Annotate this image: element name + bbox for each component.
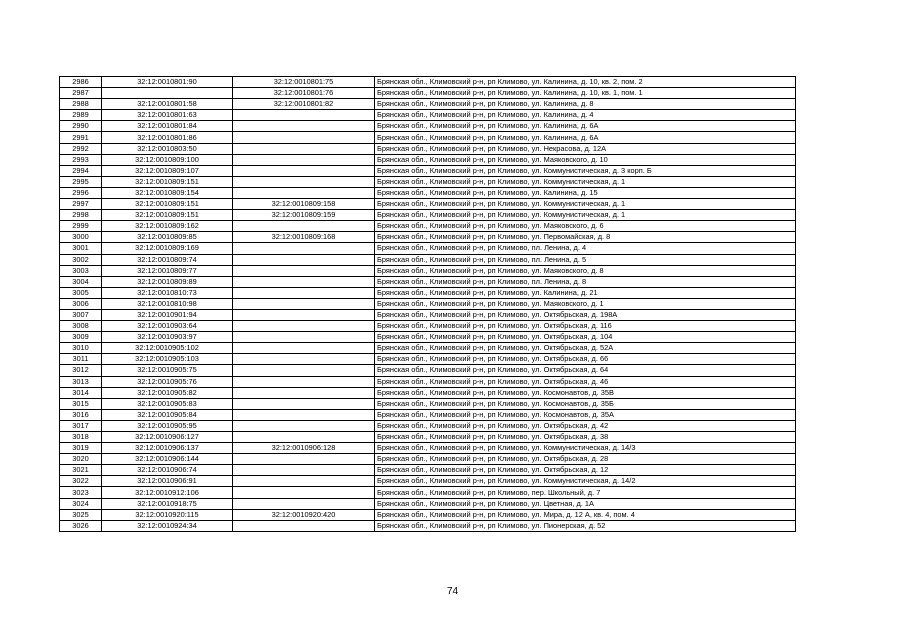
table-row <box>60 465 796 476</box>
cadastral-number-cell: 32:12:0010912:106 <box>102 487 233 498</box>
row-number-cell: 2999 <box>60 221 102 232</box>
address-cell: Брянская обл., Климовский р-н, рп Климово, ул. Маяковского, д. 6 <box>375 221 796 232</box>
table-row <box>60 187 796 198</box>
related-cadastral-number-cell <box>233 221 375 232</box>
table-row <box>60 409 796 420</box>
row-number-cell: 2991 <box>60 132 102 143</box>
cadastral-number-cell: 32:12:0010809:100 <box>102 154 233 165</box>
row-number-cell: 2987 <box>60 88 102 99</box>
row-number-cell: 2990 <box>60 121 102 132</box>
row-number-cell: 3001 <box>60 243 102 254</box>
row-number-cell: 3022 <box>60 476 102 487</box>
cadastral-number-cell: 32:12:0010906:127 <box>102 432 233 443</box>
table-row <box>60 265 796 276</box>
row-number-cell: 2986 <box>60 77 102 88</box>
related-cadastral-number-cell: 32:12:0010920:420 <box>233 509 375 520</box>
row-number-cell: 3003 <box>60 265 102 276</box>
related-cadastral-number-cell: 32:12:0010801:82 <box>233 99 375 110</box>
records-table-body <box>60 77 796 532</box>
table-row <box>60 221 796 232</box>
row-number-cell: 3011 <box>60 354 102 365</box>
related-cadastral-number-cell <box>233 332 375 343</box>
cadastral-number-cell: 32:12:0010809:154 <box>102 187 233 198</box>
cadastral-number-cell: 32:12:0010809:77 <box>102 265 233 276</box>
related-cadastral-number-cell: 32:12:0010906:128 <box>233 443 375 454</box>
address-cell: Брянская обл., Климовский р-н, рп Климово, пер. Школьный, д. 7 <box>375 487 796 498</box>
cadastral-number-cell: 32:12:0010810:98 <box>102 298 233 309</box>
related-cadastral-number-cell <box>233 420 375 431</box>
row-number-cell: 3005 <box>60 287 102 298</box>
address-cell: Брянская обл., Климовский р-н, рп Климово, ул. Коммунистическая, д. 14/3 <box>375 443 796 454</box>
cadastral-number-cell: 32:12:0010801:86 <box>102 132 233 143</box>
table-row <box>60 210 796 221</box>
address-cell: Брянская обл., Климовский р-н, рп Климово, ул. Мира, д. 12 А, кв. 4, пом. 4 <box>375 509 796 520</box>
related-cadastral-number-cell <box>233 398 375 409</box>
row-number-cell: 3016 <box>60 409 102 420</box>
row-number-cell: 2998 <box>60 210 102 221</box>
row-number-cell: 3004 <box>60 276 102 287</box>
row-number-cell: 3012 <box>60 365 102 376</box>
address-cell: Брянская обл., Климовский р-н, рп Климово, пл. Ленина, д. 4 <box>375 243 796 254</box>
address-cell: Брянская обл., Климовский р-н, рп Климово, ул. Калинина, д. 6А <box>375 121 796 132</box>
related-cadastral-number-cell <box>233 454 375 465</box>
address-cell: Брянская обл., Климовский р-н, рп Климово, ул. Маяковского, д. 10 <box>375 154 796 165</box>
address-cell: Брянская обл., Климовский р-н, рп Климово, ул. Октябрьская, д. 12 <box>375 465 796 476</box>
row-number-cell: 3024 <box>60 498 102 509</box>
cadastral-number-cell: 32:12:0010905:103 <box>102 354 233 365</box>
row-number-cell: 2996 <box>60 187 102 198</box>
table-row <box>60 121 796 132</box>
table-row <box>60 343 796 354</box>
related-cadastral-number-cell <box>233 243 375 254</box>
related-cadastral-number-cell <box>233 465 375 476</box>
cadastral-number-cell: 32:12:0010809:151 <box>102 210 233 221</box>
related-cadastral-number-cell <box>233 187 375 198</box>
table-row <box>60 487 796 498</box>
table-row <box>60 509 796 520</box>
table-row <box>60 420 796 431</box>
address-cell: Брянская обл., Климовский р-н, рп Климово, ул. Октябрьская, д. 198А <box>375 309 796 320</box>
related-cadastral-number-cell: 32:12:0010809:159 <box>233 210 375 221</box>
related-cadastral-number-cell <box>233 254 375 265</box>
address-cell: Брянская обл., Климовский р-н, рп Климово, ул. Октябрьская, д. 66 <box>375 354 796 365</box>
related-cadastral-number-cell <box>233 476 375 487</box>
address-cell: Брянская обл., Климовский р-н, рп Климово, ул. Октябрьская, д. 52А <box>375 343 796 354</box>
address-cell: Брянская обл., Климовский р-н, рп Климово, ул. Космонавтов, д. 35В <box>375 387 796 398</box>
address-cell: Брянская обл., Климовский р-н, рп Климово, ул. Калинина, д. 21 <box>375 287 796 298</box>
row-number-cell: 2995 <box>60 176 102 187</box>
cadastral-number-cell: 32:12:0010801:90 <box>102 77 233 88</box>
table-row <box>60 376 796 387</box>
related-cadastral-number-cell: 32:12:0010801:75 <box>233 77 375 88</box>
address-cell: Брянская обл., Климовский р-н, рп Климово, ул. Октябрьская, д. 28 <box>375 454 796 465</box>
table-row <box>60 143 796 154</box>
cadastral-number-cell: 32:12:0010906:144 <box>102 454 233 465</box>
cadastral-number-cell: 32:12:0010809:89 <box>102 276 233 287</box>
related-cadastral-number-cell <box>233 498 375 509</box>
related-cadastral-number-cell <box>233 365 375 376</box>
address-cell: Брянская обл., Климовский р-н, рп Климово, ул. Маяковского, д. 1 <box>375 298 796 309</box>
table-row <box>60 276 796 287</box>
cadastral-number-cell: 32:12:0010809:151 <box>102 199 233 210</box>
related-cadastral-number-cell <box>233 265 375 276</box>
table-row <box>60 88 796 99</box>
related-cadastral-number-cell <box>233 309 375 320</box>
page-number: 74 <box>446 586 459 597</box>
address-cell: Брянская обл., Климовский р-н, рп Климово, ул. Октябрьская, д. 104 <box>375 332 796 343</box>
cadastral-number-cell: 32:12:0010901:94 <box>102 309 233 320</box>
related-cadastral-number-cell <box>233 343 375 354</box>
row-number-cell: 3019 <box>60 443 102 454</box>
cadastral-number-cell: 32:12:0010905:76 <box>102 376 233 387</box>
table-row <box>60 332 796 343</box>
cadastral-number-cell: 32:12:0010803:50 <box>102 143 233 154</box>
records-table <box>59 76 796 532</box>
address-cell: Брянская обл., Климовский р-н, рп Климово, пл. Ленина, д. 5 <box>375 254 796 265</box>
table-row <box>60 443 796 454</box>
related-cadastral-number-cell <box>233 520 375 531</box>
related-cadastral-number-cell: 32:12:0010809:158 <box>233 199 375 210</box>
cadastral-number-cell: 32:12:0010809:74 <box>102 254 233 265</box>
table-row <box>60 498 796 509</box>
row-number-cell: 3018 <box>60 432 102 443</box>
cadastral-number-cell: 32:12:0010809:151 <box>102 176 233 187</box>
table-row <box>60 132 796 143</box>
table-row <box>60 110 796 121</box>
address-cell: Брянская обл., Климовский р-н, рп Климово, ул. Октябрьская, д. 46 <box>375 376 796 387</box>
row-number-cell: 3014 <box>60 387 102 398</box>
address-cell: Брянская обл., Климовский р-н, рп Климово, ул. Октябрьская, д. 116 <box>375 321 796 332</box>
cadastral-number-cell: 32:12:0010903:64 <box>102 321 233 332</box>
table-row <box>60 365 796 376</box>
cadastral-number-cell: 32:12:0010801:84 <box>102 121 233 132</box>
related-cadastral-number-cell: 32:12:0010801:76 <box>233 88 375 99</box>
row-number-cell: 3017 <box>60 420 102 431</box>
address-cell: Брянская обл., Климовский р-н, рп Климово, ул. Коммунистическая, д. 3 корп. Б <box>375 165 796 176</box>
row-number-cell: 3008 <box>60 321 102 332</box>
row-number-cell: 3009 <box>60 332 102 343</box>
address-cell: Брянская обл., Климовский р-н, рп Климово, ул. Калинина, д. 15 <box>375 187 796 198</box>
row-number-cell: 3025 <box>60 509 102 520</box>
cadastral-number-cell: 32:12:0010918:75 <box>102 498 233 509</box>
row-number-cell: 2997 <box>60 199 102 210</box>
related-cadastral-number-cell: 32:12:0010809:168 <box>233 232 375 243</box>
cadastral-number-cell: 32:12:0010905:84 <box>102 409 233 420</box>
related-cadastral-number-cell <box>233 376 375 387</box>
row-number-cell: 3013 <box>60 376 102 387</box>
row-number-cell: 3000 <box>60 232 102 243</box>
table-row <box>60 476 796 487</box>
cadastral-number-cell: 32:12:0010809:169 <box>102 243 233 254</box>
address-cell: Брянская обл., Климовский р-н, рп Климово, ул. Калинина, д. 10, кв. 2, пом. 2 <box>375 77 796 88</box>
cadastral-number-cell: 32:12:0010801:58 <box>102 99 233 110</box>
table-row <box>60 354 796 365</box>
address-cell: Брянская обл., Климовский р-н, рп Климово, ул. Некрасова, д. 12А <box>375 143 796 154</box>
cadastral-number-cell: 32:12:0010906:91 <box>102 476 233 487</box>
cadastral-number-cell: 32:12:0010809:85 <box>102 232 233 243</box>
row-number-cell: 3002 <box>60 254 102 265</box>
cadastral-number-cell: 32:12:0010920:115 <box>102 509 233 520</box>
address-cell: Брянская обл., Климовский р-н, рп Климово, ул. Калинина, д. 8 <box>375 99 796 110</box>
row-number-cell: 2993 <box>60 154 102 165</box>
address-cell: Брянская обл., Климовский р-н, рп Климово, ул. Коммунистическая, д. 1 <box>375 199 796 210</box>
cadastral-number-cell: 32:12:0010809:162 <box>102 221 233 232</box>
table-row <box>60 243 796 254</box>
cadastral-number-cell: 32:12:0010905:102 <box>102 343 233 354</box>
cadastral-number-cell: 32:12:0010809:107 <box>102 165 233 176</box>
row-number-cell: 3023 <box>60 487 102 498</box>
cadastral-number-cell: 32:12:0010924:34 <box>102 520 233 531</box>
cadastral-number-cell: 32:12:0010903:97 <box>102 332 233 343</box>
address-cell: Брянская обл., Климовский р-н, рп Климово, ул. Пионерская, д. 52 <box>375 520 796 531</box>
related-cadastral-number-cell <box>233 176 375 187</box>
row-number-cell: 3006 <box>60 298 102 309</box>
related-cadastral-number-cell <box>233 287 375 298</box>
address-cell: Брянская обл., Климовский р-н, рп Климово, ул. Калинина, д. 10, кв. 1, пом. 1 <box>375 88 796 99</box>
cadastral-number-cell: 32:12:0010906:74 <box>102 465 233 476</box>
row-number-cell: 2992 <box>60 143 102 154</box>
address-cell: Брянская обл., Климовский р-н, рп Климово, ул. Октябрьская, д. 42 <box>375 420 796 431</box>
cadastral-number-cell: 32:12:0010906:137 <box>102 443 233 454</box>
table-row <box>60 99 796 110</box>
table-row <box>60 232 796 243</box>
table-row <box>60 254 796 265</box>
cadastral-number-cell: 32:12:0010905:83 <box>102 398 233 409</box>
related-cadastral-number-cell <box>233 121 375 132</box>
cadastral-number-cell: 32:12:0010801:63 <box>102 110 233 121</box>
address-cell: Брянская обл., Климовский р-н, рп Климово, ул. Коммунистическая, д. 1 <box>375 210 796 221</box>
row-number-cell: 3021 <box>60 465 102 476</box>
cadastral-number-cell: 32:12:0010810:73 <box>102 287 233 298</box>
related-cadastral-number-cell <box>233 432 375 443</box>
address-cell: Брянская обл., Климовский р-н, рп Климово, ул. Калинина, д. 6А <box>375 132 796 143</box>
address-cell: Брянская обл., Климовский р-н, рп Климово, ул. Первомайская, д. 8 <box>375 232 796 243</box>
table-row <box>60 298 796 309</box>
row-number-cell: 3020 <box>60 454 102 465</box>
address-cell: Брянская обл., Климовский р-н, рп Климово, ул. Октябрьская, д. 64 <box>375 365 796 376</box>
row-number-cell: 3015 <box>60 398 102 409</box>
address-cell: Брянская обл., Климовский р-н, рп Климово, ул. Цветная, д. 1А <box>375 498 796 509</box>
related-cadastral-number-cell <box>233 298 375 309</box>
table-row <box>60 165 796 176</box>
row-number-cell: 2994 <box>60 165 102 176</box>
cadastral-number-cell: 32:12:0010905:95 <box>102 420 233 431</box>
table-row <box>60 387 796 398</box>
related-cadastral-number-cell <box>233 132 375 143</box>
table-row <box>60 287 796 298</box>
table-row <box>60 176 796 187</box>
related-cadastral-number-cell <box>233 276 375 287</box>
address-cell: Брянская обл., Климовский р-н, рп Климово, ул. Маяковского, д. 8 <box>375 265 796 276</box>
address-cell: Брянская обл., Климовский р-н, рп Климово, ул. Октябрьская, д. 38 <box>375 432 796 443</box>
related-cadastral-number-cell <box>233 354 375 365</box>
related-cadastral-number-cell <box>233 321 375 332</box>
row-number-cell: 3007 <box>60 309 102 320</box>
row-number-cell: 3010 <box>60 343 102 354</box>
table-row <box>60 520 796 531</box>
cadastral-number-cell: 32:12:0010905:82 <box>102 387 233 398</box>
row-number-cell: 3026 <box>60 520 102 531</box>
related-cadastral-number-cell <box>233 387 375 398</box>
row-number-cell: 2989 <box>60 110 102 121</box>
cadastral-number-cell: 32:12:0010905:75 <box>102 365 233 376</box>
related-cadastral-number-cell <box>233 143 375 154</box>
address-cell: Брянская обл., Климовский р-н, рп Климово, ул. Коммунистическая, д. 14/2 <box>375 476 796 487</box>
related-cadastral-number-cell <box>233 154 375 165</box>
cadastral-number-cell <box>102 88 233 99</box>
table-row <box>60 154 796 165</box>
address-cell: Брянская обл., Климовский р-н, рп Климово, ул. Космонавтов, д. 35Б <box>375 398 796 409</box>
address-cell: Брянская обл., Климовский р-н, рп Климово, ул. Космонавтов, д. 35А <box>375 409 796 420</box>
related-cadastral-number-cell <box>233 165 375 176</box>
row-number-cell: 2988 <box>60 99 102 110</box>
address-cell: Брянская обл., Климовский р-н, рп Климово, ул. Калинина, д. 4 <box>375 110 796 121</box>
table-row <box>60 321 796 332</box>
address-cell: Брянская обл., Климовский р-н, рп Климово, пл. Ленина, д. 8 <box>375 276 796 287</box>
address-cell: Брянская обл., Климовский р-н, рп Климово, ул. Коммунистическая, д. 1 <box>375 176 796 187</box>
related-cadastral-number-cell <box>233 487 375 498</box>
related-cadastral-number-cell <box>233 409 375 420</box>
related-cadastral-number-cell <box>233 110 375 121</box>
table-row <box>60 454 796 465</box>
table-row <box>60 309 796 320</box>
table-row <box>60 432 796 443</box>
table-row <box>60 77 796 88</box>
table-row <box>60 398 796 409</box>
table-row <box>60 199 796 210</box>
